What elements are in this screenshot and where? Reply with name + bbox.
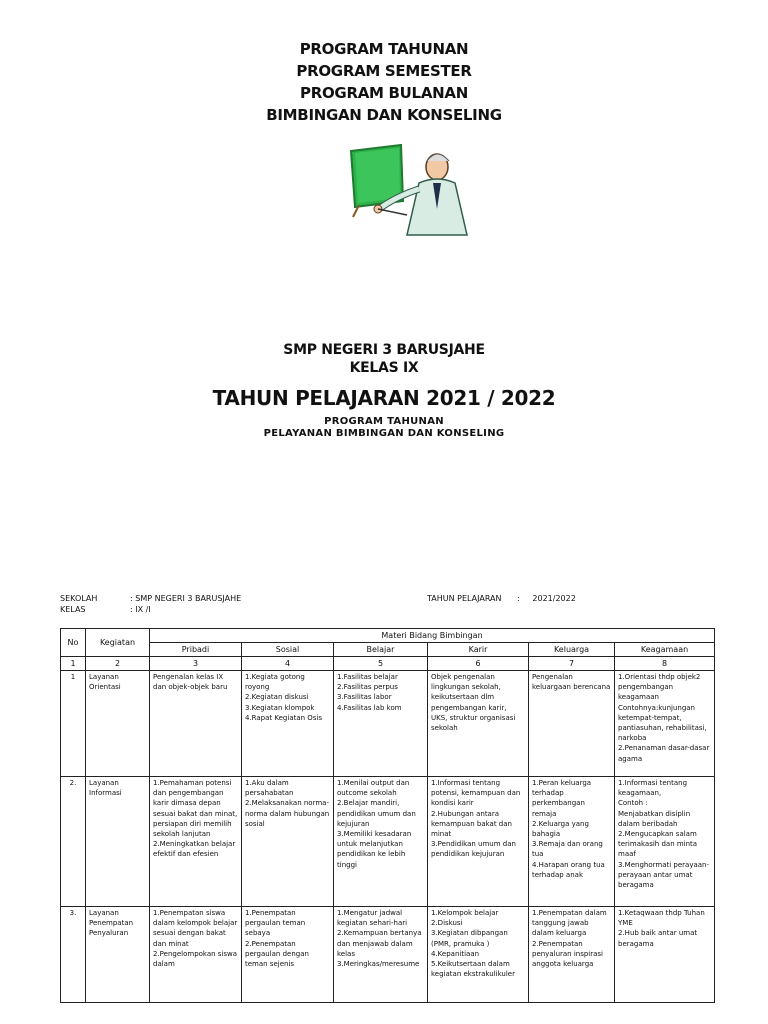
list-item: 2.Mengucapkan salam terimakasih dan minta maaf [618,830,700,859]
list-item: 4.Kepanitiaan [431,949,480,958]
header-keluarga: Keluarga [529,643,615,657]
kelas-label: KELAS [60,605,86,614]
cell-sosial [242,671,334,777]
list-item: Contohnya:kunjungan ketempat-tempat, pantiasuhan, rehabilitasi, narkoba [618,703,709,743]
list-item: Pengenalan keluargaan berencana [532,673,611,692]
list-item: 1.Mengatur jadwal kegiatan sehari-hari [337,909,408,928]
header-materi: Materi Bidang Bimbingan [150,629,715,643]
table-row [61,671,715,777]
program-table [60,628,715,1003]
list-item: 2.Melaksanakan norma-norma dalam hubungan sosial [245,799,332,828]
table-header-row-1 [61,629,715,643]
list-item: 2.Penempatan penyaluran inspirasi anggota keluarga [532,939,606,969]
school-name: SMP NEGERI 3 BARUSJAHE [283,342,485,358]
list-item: 2.Diskusi [431,919,463,928]
table-row [61,907,715,1003]
sekolah-label: SEKOLAH [60,594,98,603]
list-item: 4.Harapan orang tua terhadap anak [532,860,608,879]
header-no: No [61,629,86,657]
list-item: 2.Hubungan antara kemampuan bakat dan minat [431,809,515,839]
col-number: 6 [428,657,529,671]
list-item: 4.Fasilitas lab kom [337,703,402,712]
cell-keluarga [529,671,615,777]
row-kegiatan: Layanan Informasi [86,777,150,907]
subtitle-line-2: PELAYANAN BIMBINGAN DAN KONSELING [263,428,505,439]
header-sosial: Sosial [242,643,334,657]
list-item: 3.Kegiatan dibpangan (PMR, pramuka ) [431,929,511,948]
cell-keagamaan [615,907,715,1003]
cell-pribadi [150,907,242,1003]
list-item: 1.Peran keluarga terhadap perkembangan remaja [532,779,594,818]
list-item: 1.Informasi tentang potensi, kemampuan dan kondisi karir [431,779,523,808]
document-title-block [0,38,768,126]
teacher-clipart-icon [345,143,473,245]
list-item: 3.Pendidikan umum dan pendidikan kejujuran [431,840,519,859]
tahun-label: TAHUN PELAJARAN [427,594,502,603]
header-karir: Karir [428,643,529,657]
cell-karir [428,907,529,1003]
cell-sosial [242,907,334,1003]
subtitle-block [0,416,768,440]
cell-keluarga [529,777,615,907]
table-body [61,671,715,1003]
cell-pribadi [150,671,242,777]
cell-keagamaan [615,777,715,907]
cell-karir [428,777,529,907]
title-line-1: PROGRAM TAHUNAN [299,40,469,58]
row-number: 3. [61,907,86,1003]
list-item: 1.Penempatan dalam tanggung jawab dalam keluarga [532,909,609,938]
list-item: 1.Pemahaman potensi dan pengembangan karir dimasa depan sesuai bakat dan minat, persiapan diri memilih sekolah lanjutan [153,779,240,839]
cell-karir [428,671,529,777]
col-number: 5 [334,657,428,671]
class-label: KELAS IX [349,360,419,376]
list-item: 2.Kemampuan bertanya dan menjawab dalam kelas [337,929,424,958]
col-number: 8 [615,657,715,671]
list-item: 3.Menghormati perayaan-perayaan antar umat beragama [618,860,710,890]
list-item: 1.Kegiata gotong royong [245,673,308,692]
list-item: 1.Ketaqwaan thdp Tuhan YME [618,909,708,928]
list-item: 5.Keikutsertaan dalam kegiatan ekstrakulikuler [431,960,515,979]
list-item: 1.Kelompok belajar [431,909,499,917]
subtitle-line-1: PROGRAM TAHUNAN [324,416,444,427]
list-item: 2.Belajar mandiri, pendidikan umum dan kejujuran [337,799,418,828]
list-item: 3.Remaja dan orang tua [532,840,606,859]
header-belajar: Belajar [334,643,428,657]
list-item: Menjabatkan disiplin dalam beribadah [618,809,693,828]
row-number: 1 [61,671,86,777]
school-block [0,341,768,411]
cell-pribadi [150,777,242,907]
list-item: 1.Penempatan pergaulan teman sebaya [245,909,308,938]
col-number: 3 [150,657,242,671]
tahun-value: : 2021/2022 [517,594,576,603]
row-kegiatan: Layanan Orientasi [86,671,150,777]
row-number: 2. [61,777,86,907]
row-kegiatan: Layanan Penempatan Penyaluran [86,907,150,1003]
year-title: TAHUN PELAJARAN 2021 / 2022 [212,386,556,410]
header-keagamaan: Keagamaan [615,643,715,657]
list-item: 3.Fasilitas labor [337,693,392,702]
header-pribadi: Pribadi [150,643,242,657]
list-item: 4.Rapat Kegiatan Osis [245,713,323,722]
table-row [61,777,715,907]
title-line-3: PROGRAM BULANAN [300,84,468,102]
col-number: 2 [86,657,150,671]
table-header-row-2 [61,643,715,657]
cell-sosial [242,777,334,907]
col-number: 7 [529,657,615,671]
list-item: 2.Penempatan pergaulan dengan teman sejenis [245,939,312,969]
list-item: 2.Kegiatan diskusi [245,693,309,702]
title-line-2: PROGRAM SEMESTER [296,62,472,80]
title-line-4: BIMBINGAN DAN KONSELING [266,106,502,124]
cell-keluarga [529,907,615,1003]
list-item: 2.Fasilitas perpus [337,683,398,692]
list-item: 1.Orientasi thdp objek2 pengembangan keagamaan [618,673,703,702]
list-item: 1.Fasilitas belajar [337,673,398,681]
list-item: 2.Penanaman dasar-dasar agama [618,744,712,763]
list-item: 2.Meningkatkan belajar efektif dan efesien [153,840,238,859]
list-item: 2.Hub baik antar umat beragama [618,929,700,948]
table-number-row [61,657,715,671]
list-item: Contoh : [618,799,648,808]
list-item: Pengenalan kelas IX dan objek-objek baru [153,673,228,692]
col-number: 4 [242,657,334,671]
list-item: Objek pengenalan lingkungan sekolah, keikutsertaan dlm pengembangan karir, UKS, struktur organisasi sekolah [431,673,518,733]
sekolah-value: : SMP NEGERI 3 BARUSJAHE [130,594,242,603]
list-item: 1.Informasi tentang keagamaan, [618,779,690,798]
list-item: 2.Pengelompokan siswa dalam [153,949,240,969]
cell-keagamaan [615,671,715,777]
list-item: 2.Keluarga yang bahagia [532,819,592,839]
list-item: 3.Memiliki kesadaran untuk melanjutkan pendidikan ke lebih tinggi [337,830,414,869]
cell-belajar [334,777,428,907]
header-kegiatan: Kegiatan [86,629,150,657]
list-item: 3.Kegiatan klompok [245,703,315,712]
list-item: 1.Menilai output dan outcome sekolah [337,779,412,798]
list-item: 1.Aku dalam persahabatan [245,779,294,798]
list-item: 1.Penempatan siswa dalam kelompok belajar sesuai dengan bakat dan minat [153,909,240,948]
cell-belajar [334,907,428,1003]
cell-belajar [334,671,428,777]
kelas-value: : IX /I [130,605,151,614]
list-item: 3.Meringkas/meresume [337,960,420,969]
col-number: 1 [61,657,86,671]
